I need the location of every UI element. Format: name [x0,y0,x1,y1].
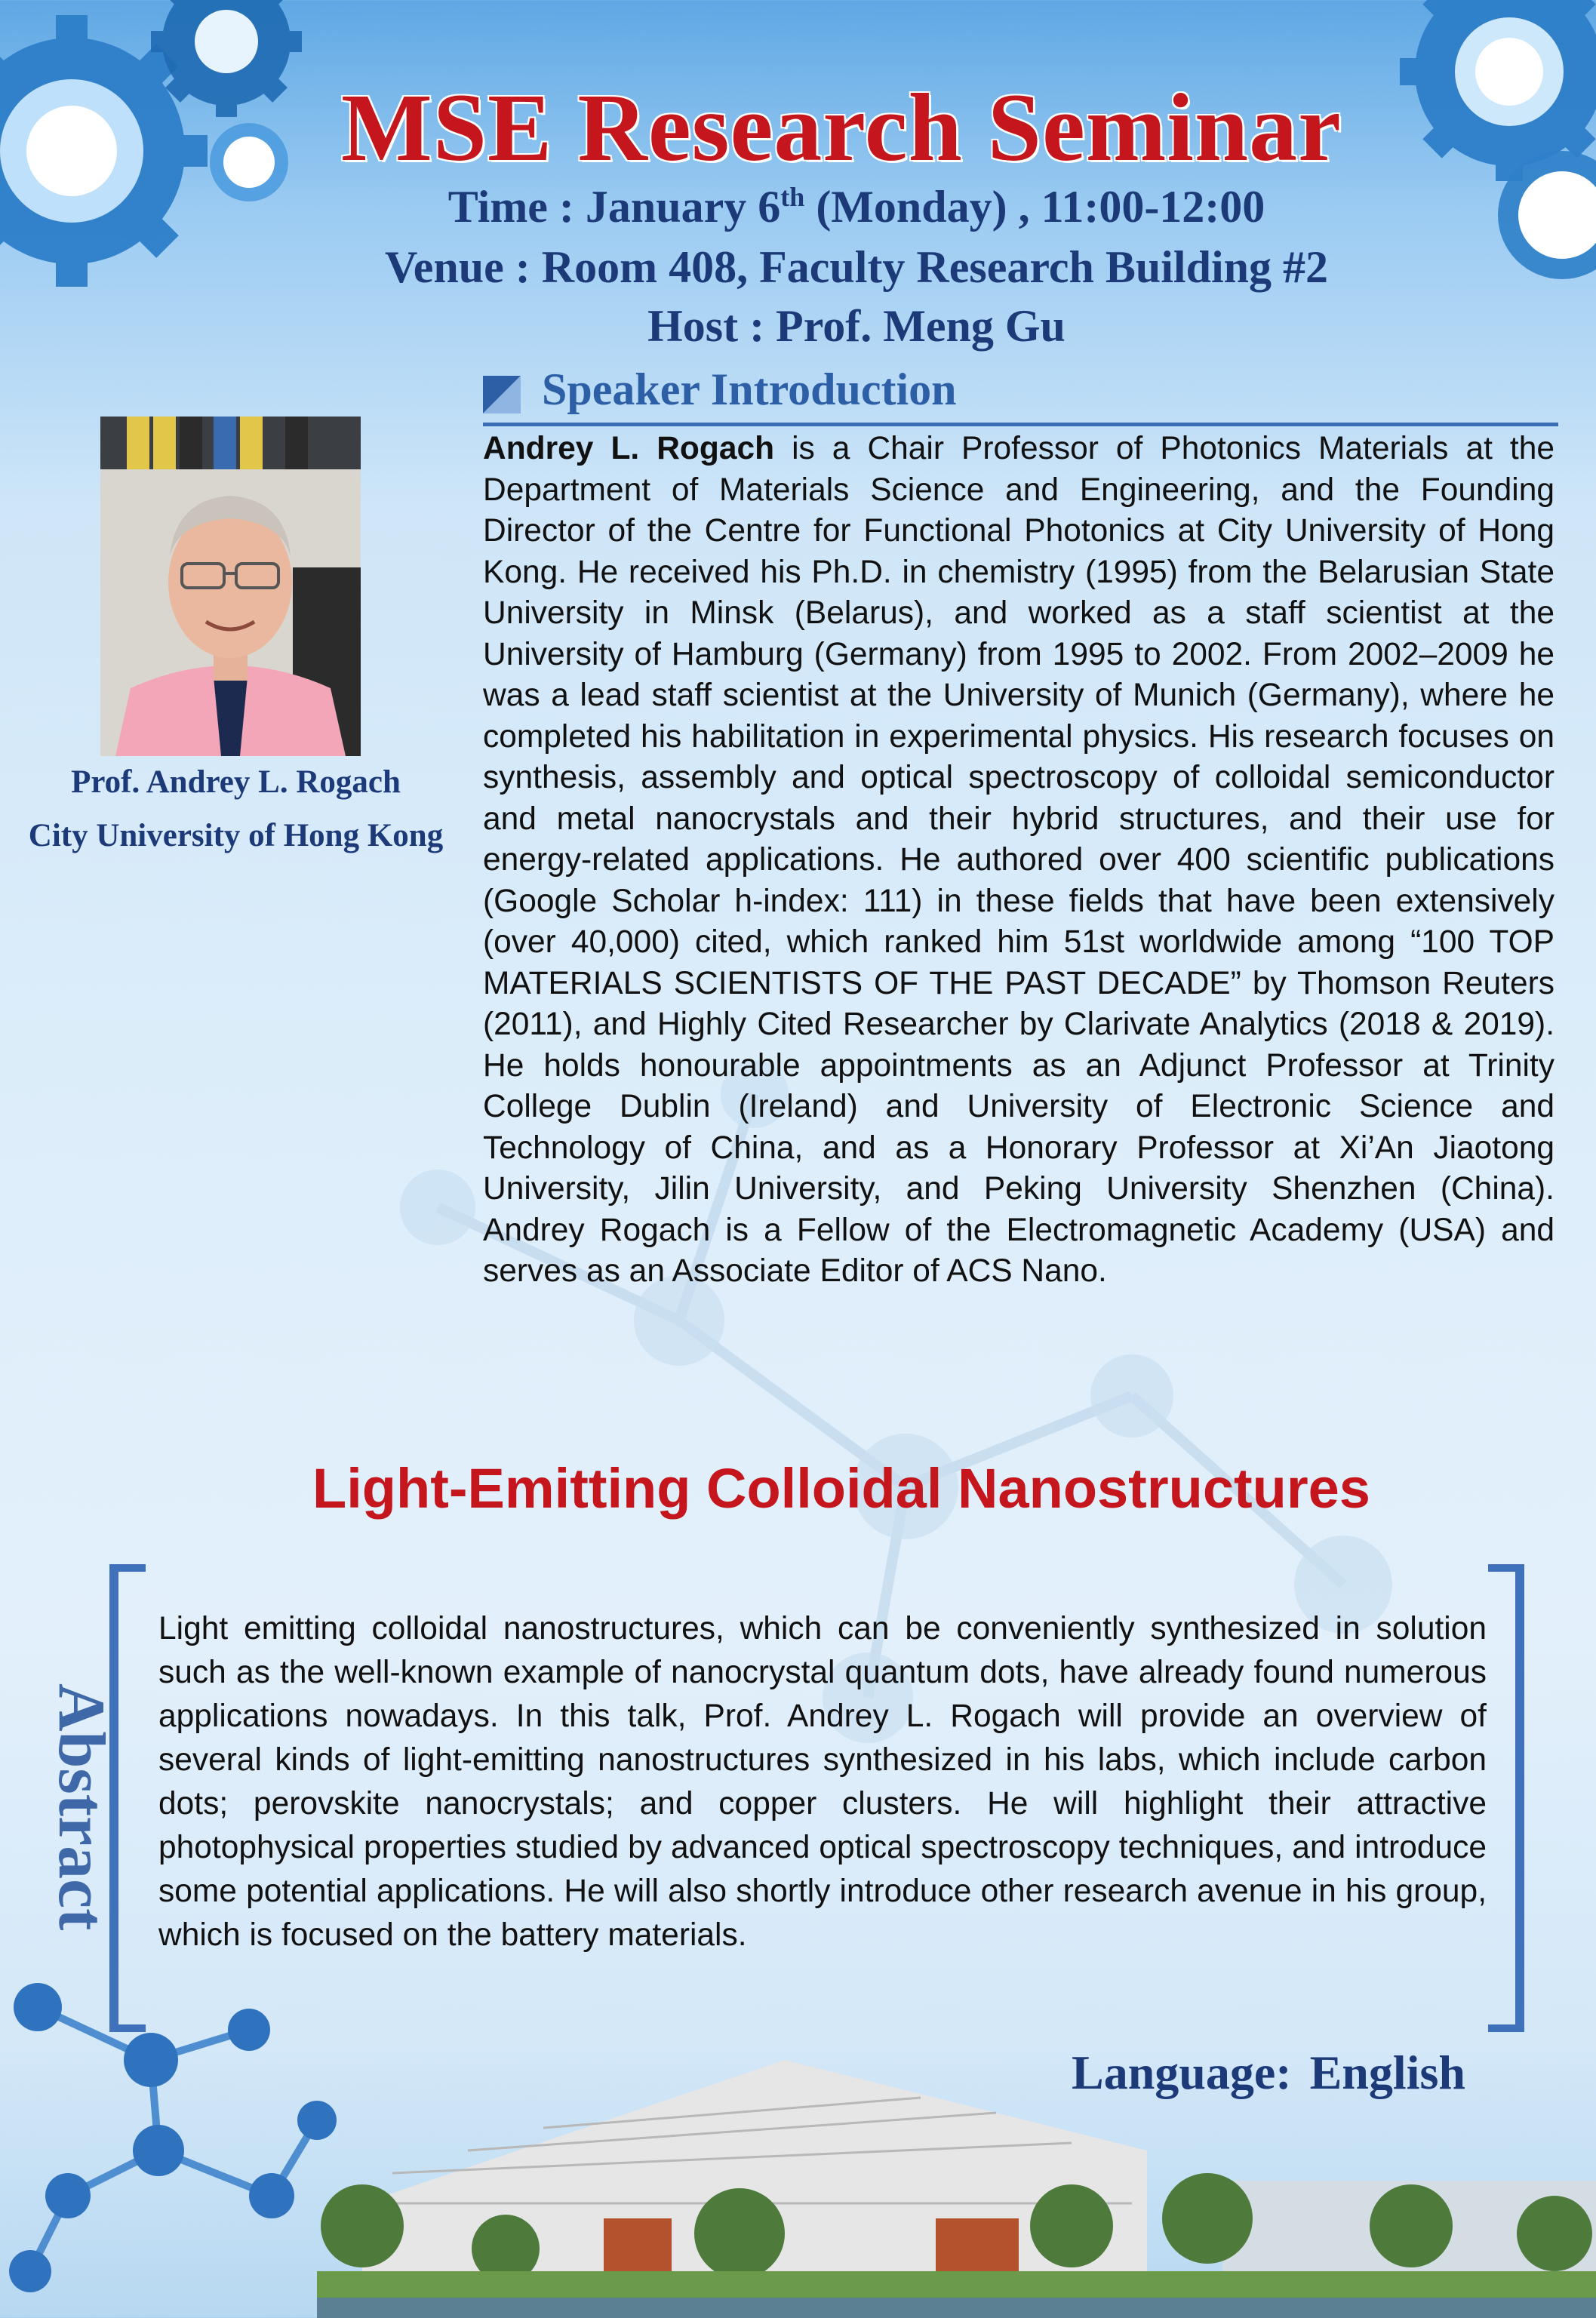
abstract-left-bracket [109,1564,147,2032]
section-square-icon [483,376,521,413]
language-value: English [1309,2046,1465,2099]
speaker-section-heading [483,362,1558,426]
talk-title: Light-Emitting Colloidal Nanostructures [312,1457,1370,1520]
bio-text: is a Chair Professor of Photonics Materials at the Department of Materials Science and Engineering, and the Founding Director of the Centre for Functional Photonics at City University of Hong Kong. He received his Ph.D. in chemistry (1995) from the Belarusian State University in Minsk (Belarus), and worked as a staff scientist at the University of Hamburg (Germany) from 1995 to 2002. From 2002–2009 he was a lead staff scientist at the University of Munich (Germany), where he completed his habilitation in experimental physics. His research focuses on synthesis, assembly and optical spectroscopy of colloidal semiconductor and metal nanocrystals and their hybrid structures, and their use for energy-related applications. He authored over 400 scientific publications (Google Scholar h-index: 111) in these fields that have been extensively (over 40,000) cited, which ranked him 51st worldwide among “100 TOP MATERIALS SCIENTISTS OF THE PAST DECADE” by Thomson Reuters (2011), and Highly Cited Researcher by Clarivate Analytics (2018 & 2019). He holds honourable appointments as an Adjunct Professor at Trinity College Dublin (Ireland) and University of Electronic Science and Technology of China, and as a Honorary Professor at Xi’An Jiaotong University, Jilin University, and Peking University Shenzhen (China). Andrey Rogach is a Fellow of the Electromagnetic Academy (USA) and serves as an Associate Editor of ACS Nano. [483,431,1554,1289]
abstract-right-bracket [1487,1564,1524,2032]
host-line: Host : Prof. Meng Gu [647,301,1066,351]
speaker-photo [100,417,361,756]
speaker-bio [483,429,1554,1293]
time-rest: (Monday) , 11:00-12:00 [804,182,1265,232]
time-ordinal-suffix: th [780,182,805,212]
seminar-title: MSE Research Seminar [341,74,1342,181]
time-line [302,181,1411,233]
abstract-text: Light emitting colloidal nanostructures, which can be conveniently synthesized in solution such as the well-known example of nanocrystal quantum dots, have already found numerous applications nowadays. In this talk, Prof. Andrey L. Rogach will provide an overview of several kinds of light-emitting nanostructures synthesized in his labs, which include carbon dots; perovskite nanocrystals; and copper clusters. He will highlight their attractive photophysical properties studied by advanced optical spectroscopy techniques, and introduce some potential applications. He will also shortly introduce other research avenue in his group, which is focused on the battery materials. [158,1611,1487,1953]
venue-line: Venue : Room 408, Faculty Research Building #2 [384,242,1329,292]
time-text: Time : January 6 [447,182,781,232]
bio-speaker-name: Andrey L. Rogach [483,431,775,466]
language-label: Language: [1072,2046,1292,2099]
abstract-label: Abstract [45,1683,118,1931]
speaker-name-caption: Prof. Andrey L. Rogach [71,764,401,800]
speaker-affiliation-caption: City University of Hong Kong [28,818,444,853]
language-line [1072,2045,1465,2101]
speaker-introduction-heading: Speaker Introduction [542,364,957,414]
